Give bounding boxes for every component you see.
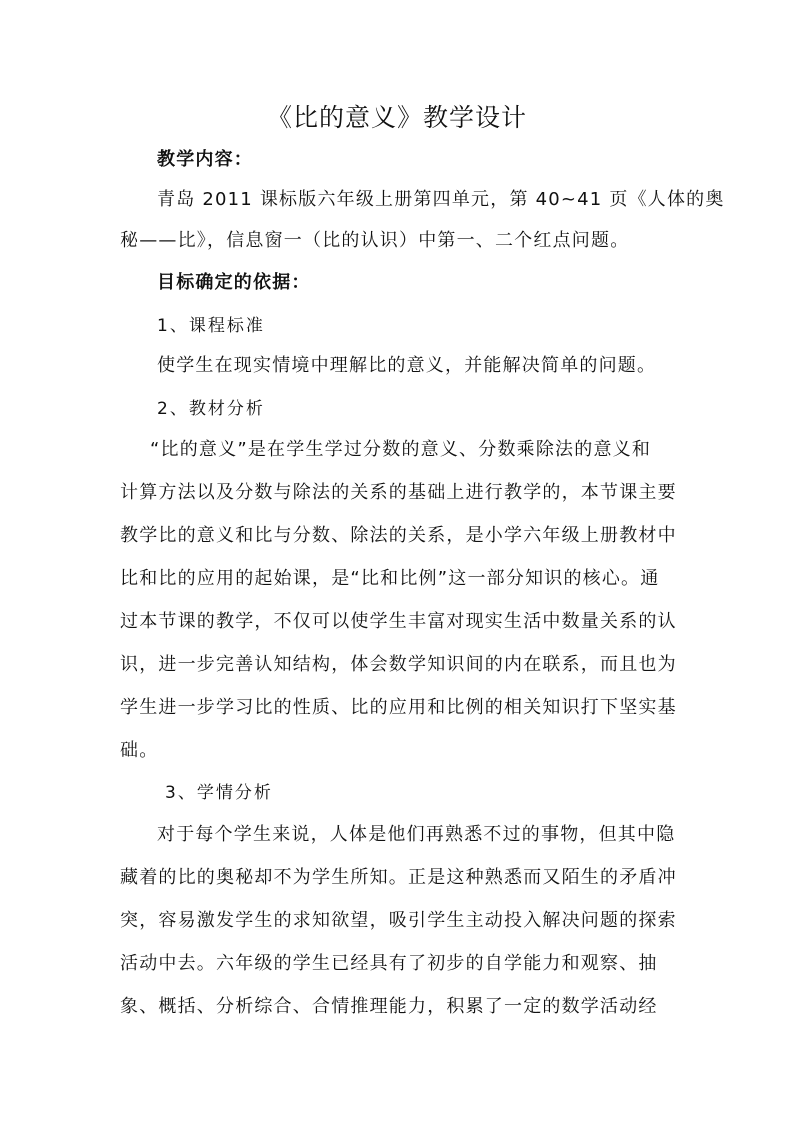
- paragraph-line: “比的意义”是在学生学过分数的意义、分数乘除法的意义和: [150, 439, 652, 460]
- paragraph-line: 识，进一步完善认知结构，体会数学知识间的内在联系，而且也为: [120, 654, 677, 675]
- page-title: 《比的意义》教学设计: [266, 103, 527, 132]
- item-label-curriculum: 1、课程标准: [157, 316, 265, 336]
- paragraph-line: 比和比的应用的起始课，是“比和比例”这一部分知识的核心。通: [120, 568, 660, 589]
- paragraph-line: 过本节课的教学，不仅可以使学生丰富对现实生活中数量关系的认: [120, 611, 677, 632]
- heading-teaching-content: 教学内容：: [157, 149, 253, 170]
- paragraph-line: 础。: [120, 740, 159, 761]
- paragraph-line: 对于每个学生来说，人体是他们再熟悉不过的事物，但其中隐: [157, 824, 676, 845]
- paragraph-line: 秘——比》，信息窗一（比的认识）中第一、二个红点问题。: [120, 230, 630, 251]
- paragraph-line: 活动中去。六年级的学生已经具有了初步的自学能力和观察、抽: [120, 953, 658, 974]
- paragraph-line: 青岛 2011 课标版六年级上册第四单元，第 40~41 页《人体的奥: [157, 189, 725, 210]
- paragraph-line: 象、概括、分析综合、合情推理能力，积累了一定的数学活动经: [120, 996, 658, 1017]
- paragraph-line: 藏着的比的奥秘却不为学生所知。正是这种熟悉而又陌生的矛盾冲: [120, 867, 677, 888]
- paragraph-line: 计算方法以及分数与除法的关系的基础上进行教学的，本节课主要: [120, 482, 677, 503]
- paragraph-line: 突，容易激发学生的求知欲望，吸引学生主动投入解决问题的探索: [120, 910, 677, 931]
- item-label-student-analysis: 3、学情分析: [165, 783, 273, 803]
- item-label-textbook-analysis: 2、教材分析: [157, 399, 265, 419]
- paragraph-line: 学生进一步学习比的性质、比的应用和比例的相关知识打下坚实基: [120, 697, 677, 718]
- paragraph-line: 教学比的意义和比与分数、除法的关系，是小学六年级上册教材中: [120, 525, 677, 546]
- paragraph-line: 使学生在现实情境中理解比的意义，并能解决简单的问题。: [157, 355, 657, 376]
- heading-goal-basis: 目标确定的依据：: [157, 272, 311, 293]
